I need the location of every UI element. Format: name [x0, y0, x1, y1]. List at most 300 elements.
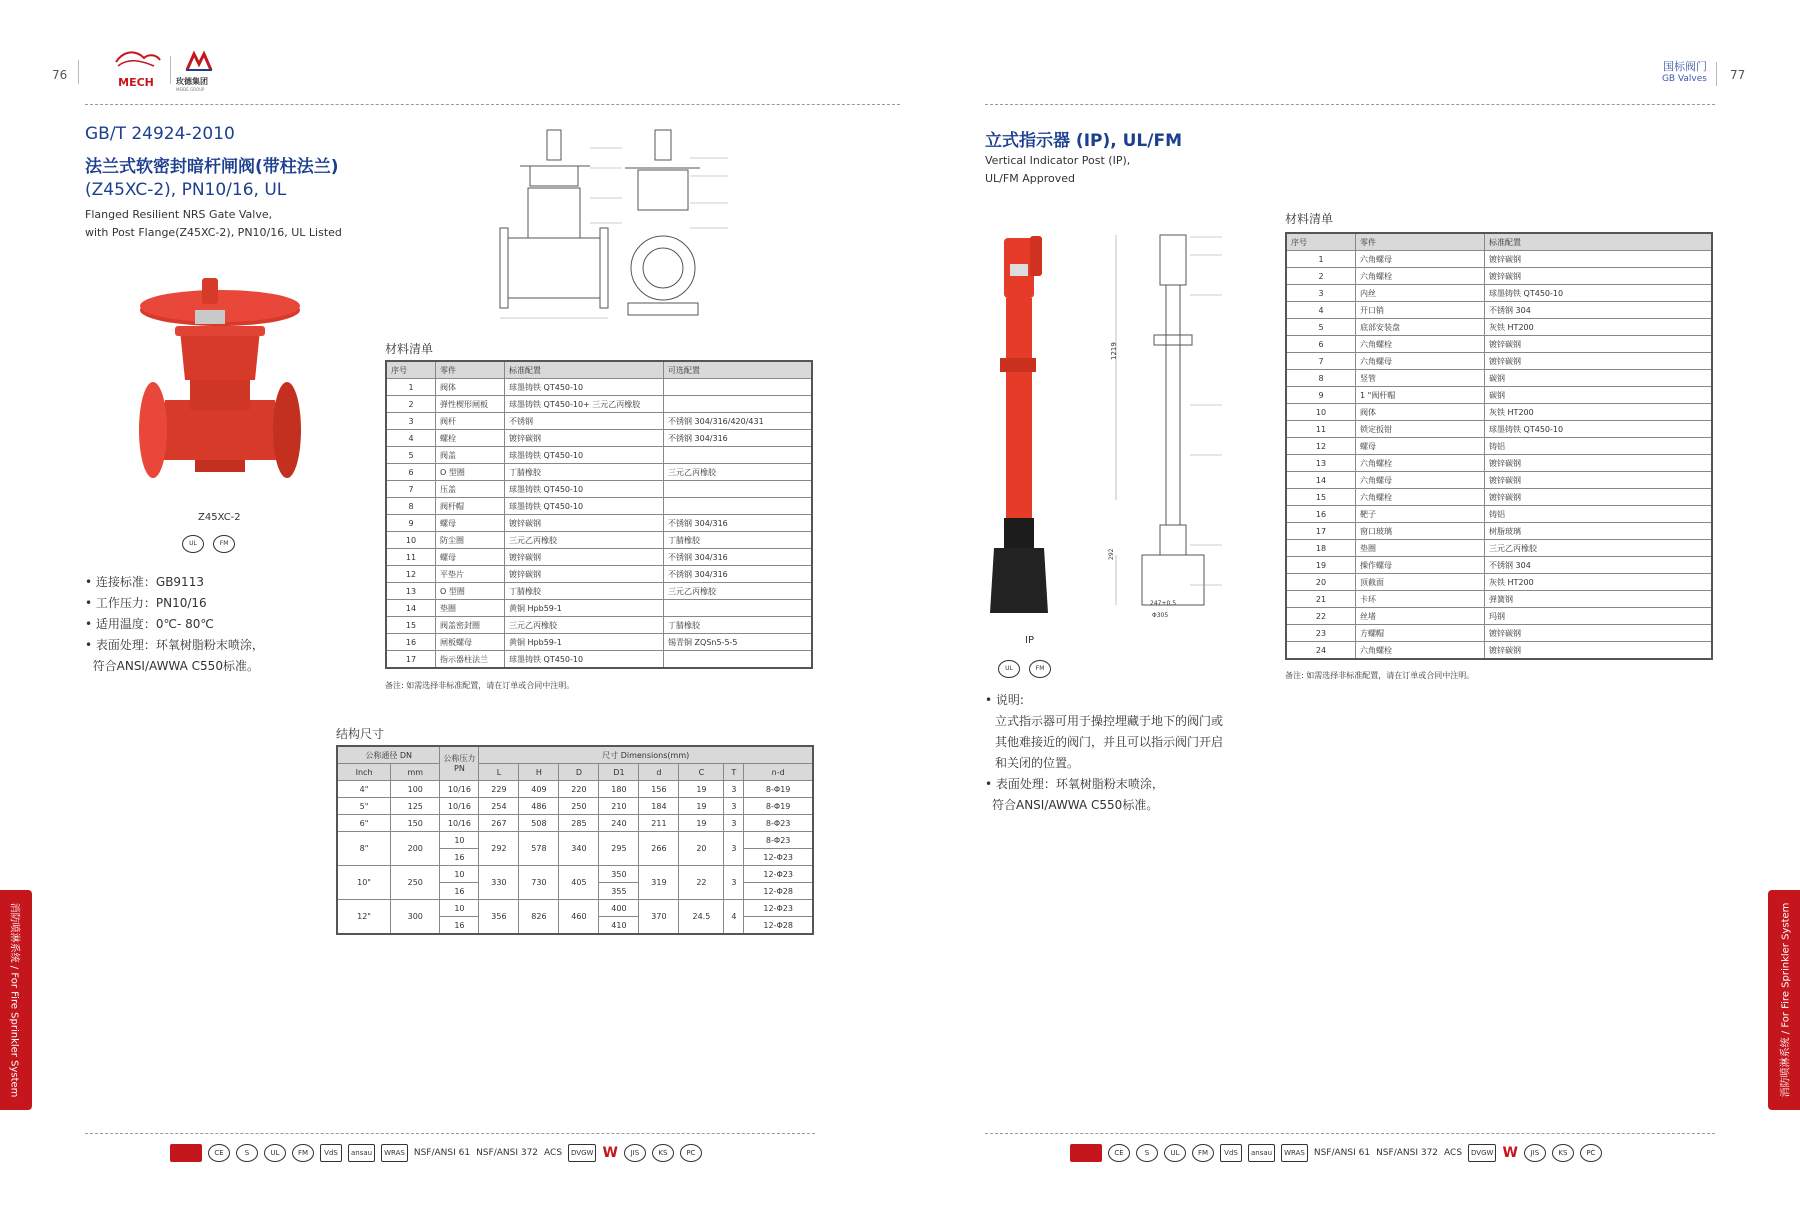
table-row [1286, 336, 1712, 353]
col-header: 序号 [1286, 233, 1356, 251]
side-tab-label: 消防喷淋系统 / For Fire Sprinkler System [1780, 902, 1792, 1098]
table-cell: 10/16 [440, 798, 479, 815]
cert-logo: ACS [544, 1148, 563, 1158]
table-cell: 2 [1286, 268, 1356, 285]
table-cell: 镀锌碳钢 [505, 549, 664, 566]
table-cell: O 型圈 [436, 464, 505, 481]
table-cell: 24 [1286, 642, 1356, 660]
table-cell: 卡环 [1356, 591, 1485, 608]
col-header: T [724, 764, 744, 781]
note-item: • 说明: [985, 693, 1024, 707]
col-header: D [559, 764, 599, 781]
table-cell: 292 [479, 832, 519, 866]
table-row [1286, 268, 1712, 285]
table-cell: 11 [1286, 421, 1356, 438]
col-header: 标准配置 [1485, 233, 1713, 251]
table-cell: 铸铝 [1485, 506, 1713, 523]
table-cell: 阀盖 [436, 447, 505, 464]
table-cell: 树脂玻璃 [1485, 523, 1713, 540]
table-cell: 9 [386, 515, 436, 532]
table-cell: 垫圈 [436, 600, 505, 617]
table-cell: 丝堵 [1356, 608, 1485, 625]
table-cell: 球墨铸铁 QT450-10 [505, 498, 664, 515]
table-cell: 250 [559, 798, 599, 815]
col-header: n-d [744, 764, 813, 781]
table-cell: 灰铁 HT200 [1485, 404, 1713, 421]
cert-logo: NSF/ANSI 61 [413, 1148, 471, 1158]
table-row [386, 600, 812, 617]
col-header-dn: 公称通径 DN [337, 746, 440, 764]
table-cell: 镀锌碳钢 [1485, 642, 1713, 660]
note-item: 和关闭的位置。 [995, 756, 1080, 770]
table-row [1286, 591, 1712, 608]
table-cell: 15 [1286, 489, 1356, 506]
table-cell: 阀体 [1356, 404, 1485, 421]
table-cell: 3 [724, 781, 744, 798]
table-cell: 229 [479, 781, 519, 798]
right-materials-body [1286, 251, 1712, 660]
cert-logo: JIS [1524, 1144, 1546, 1162]
table-cell: 12-Φ28 [744, 917, 813, 935]
fm-approved-icon: FM [213, 535, 235, 553]
table-cell: 三元乙丙橡胶 [1485, 540, 1713, 557]
table-row [1286, 438, 1712, 455]
cert-logo: S [1136, 1144, 1158, 1162]
table-cell: 21 [1286, 591, 1356, 608]
table-cell: 409 [519, 781, 559, 798]
table-cell: 1 [1286, 251, 1356, 268]
col-header: 零件 [436, 361, 505, 379]
table-cell: 8 [386, 498, 436, 515]
col-header: 标准配置 [505, 361, 664, 379]
table-cell: 丁腈橡胶 [505, 464, 664, 481]
table-cell: 球墨铸铁 QT450-10 [1485, 421, 1713, 438]
table-cell: 6 [386, 464, 436, 481]
fm-approved-icon: FM [1029, 660, 1051, 678]
table-cell [664, 481, 813, 498]
left-product-label: Z45XC-2 [198, 512, 241, 523]
mech-logo-text: MECH [118, 76, 154, 89]
cert-logo: VdS [1220, 1144, 1242, 1162]
table-cell: 16 [440, 917, 479, 935]
table-cell: 8" [337, 832, 391, 866]
table-cell: 不锈钢 304/316 [664, 549, 813, 566]
left-spec-list [85, 572, 264, 677]
table-cell: 阀盖密封圈 [436, 617, 505, 634]
left-materials-table [385, 360, 813, 669]
table-cell: 球墨铸铁 QT450-10 [505, 447, 664, 464]
table-cell: 20 [679, 832, 724, 866]
table-row [1286, 455, 1712, 472]
col-header: 可选配置 [664, 361, 813, 379]
table-row [1286, 421, 1712, 438]
table-row [386, 634, 812, 651]
left-standard: GB/T 24924-2010 [85, 124, 235, 144]
table-cell: 6 [1286, 336, 1356, 353]
table-cell: 350 [599, 866, 639, 883]
table-cell: 弹簧钢 [1485, 591, 1713, 608]
table-cell: 球墨铸铁 QT450-10 [505, 481, 664, 498]
table-cell: 六角螺栓 [1356, 489, 1485, 506]
table-cell: 方螺帽 [1356, 625, 1485, 642]
left-materials-title: 材料清单 [385, 342, 434, 356]
table-header-row [386, 361, 812, 379]
table-cell: 16 [1286, 506, 1356, 523]
table-row [1286, 387, 1712, 404]
table-cell: 10/16 [440, 815, 479, 832]
drawing-base-w2: Φ305 [1152, 612, 1169, 619]
table-cell: 125 [391, 798, 440, 815]
table-cell: 指示器柱法兰 [436, 651, 505, 669]
cert-logo: NSF/ANSI 372 [1376, 1148, 1439, 1158]
table-cell: 六角螺栓 [1356, 455, 1485, 472]
cert-logo: W [602, 1145, 618, 1161]
table-cell: 19 [679, 781, 724, 798]
table-cell: 不锈钢 304/316 [664, 515, 813, 532]
cert-logo: CE [208, 1144, 230, 1162]
table-cell: 六角螺栓 [1356, 268, 1485, 285]
cert-logo: NSF/ANSI 372 [476, 1148, 539, 1158]
table-cell: 2 [386, 396, 436, 413]
table-row [386, 651, 812, 669]
cert-logo: PC [1580, 1144, 1602, 1162]
spec-item: 符合ANSI/AWWA C550标准。 [85, 659, 259, 673]
table-cell: 镀锌碳钢 [1485, 336, 1713, 353]
table-cell: 灰铁 HT200 [1485, 319, 1713, 336]
mech-logo-icon [108, 50, 164, 72]
table-cell: 405 [559, 866, 599, 900]
table-cell: 六角螺栓 [1356, 642, 1485, 660]
left-title-en-2: with Post Flange(Z45XC-2), PN10/16, UL Listed [85, 226, 342, 239]
ul-listed-icon: UL [998, 660, 1020, 678]
table-cell: 11 [386, 549, 436, 566]
table-cell: 410 [599, 917, 639, 935]
table-cell: 4 [724, 900, 744, 935]
table-cell: 5 [386, 447, 436, 464]
table-row [386, 549, 812, 566]
table-row [1286, 506, 1712, 523]
table-cell: 356 [479, 900, 519, 935]
table-cell: 355 [599, 883, 639, 900]
table-cell: 19 [679, 798, 724, 815]
table-row [1286, 319, 1712, 336]
table-cell: O 型圈 [436, 583, 505, 600]
table-row [1286, 353, 1712, 370]
left-materials-note: 备注: 如需选择非标准配置，请在订单或合同中注明。 [385, 681, 575, 690]
left-title-model: (Z45XC-2), PN10/16, UL [85, 180, 287, 200]
col-header-pn: 公称压力 PN [440, 746, 479, 781]
cert-logo: DVGW [1468, 1144, 1496, 1162]
table-cell: 闸板螺母 [436, 634, 505, 651]
table-cell: 10 [440, 866, 479, 883]
table-cell: 266 [639, 832, 679, 866]
table-row [386, 430, 812, 447]
table-cell: 镀锌碳钢 [1485, 489, 1713, 506]
footer-rule-left [85, 1133, 815, 1134]
table-cell: 370 [639, 900, 679, 935]
table-cell: 19 [1286, 557, 1356, 574]
cert-logo: WRAS [1281, 1144, 1308, 1162]
right-materials-note: 备注: 如需选择非标准配置，请在订单或合同中注明。 [1285, 671, 1475, 680]
table-cell: 阀杆帽 [436, 498, 505, 515]
table-cell: 操作螺母 [1356, 557, 1485, 574]
table-cell: 12 [1286, 438, 1356, 455]
table-cell: 螺母 [436, 549, 505, 566]
table-cell: 12-Φ28 [744, 883, 813, 900]
table-cell: 碳钢 [1485, 387, 1713, 404]
table-cell: 锡青铜 ZQSn5-5-5 [664, 634, 813, 651]
table-cell: 18 [1286, 540, 1356, 557]
table-cell: 10 [1286, 404, 1356, 421]
table-row [1286, 370, 1712, 387]
table-cell: 460 [559, 900, 599, 935]
table-cell: 3 [724, 798, 744, 815]
right-title-en-1: Vertical Indicator Post (IP), [985, 154, 1131, 167]
left-materials-body [386, 379, 812, 669]
table-cell: 22 [679, 866, 724, 900]
table-cell: 镀锌碳钢 [505, 566, 664, 583]
table-cell [664, 379, 813, 396]
table-cell: 平垫片 [436, 566, 505, 583]
table-row [337, 781, 813, 798]
table-cell: 不锈钢 304/316 [664, 566, 813, 583]
cert-logo: ansau [348, 1144, 375, 1162]
right-page-number: 77 [1730, 68, 1746, 82]
table-row [1286, 251, 1712, 268]
table-row [1286, 523, 1712, 540]
table-cell: 球墨铸铁 QT450-10 [505, 651, 664, 669]
right-product-label: IP [1025, 635, 1034, 646]
table-cell: 22 [1286, 608, 1356, 625]
table-cell: 1 [386, 379, 436, 396]
mech-logo [108, 50, 164, 89]
table-cell: 丁腈橡胶 [664, 532, 813, 549]
table-cell: 镀锌碳钢 [1485, 625, 1713, 642]
table-row [386, 532, 812, 549]
note-item: 立式指示器可用于操控埋藏于地下的阀门或 [995, 714, 1224, 728]
table-cell: 267 [479, 815, 519, 832]
table-cell: 铸铝 [1485, 438, 1713, 455]
footer-rule-right [985, 1133, 1715, 1134]
table-row [1286, 608, 1712, 625]
table-cell: 镀锌碳钢 [1485, 268, 1713, 285]
table-row [386, 464, 812, 481]
header-rule-right [985, 104, 1715, 105]
section-label-en: GB Valves [1661, 74, 1707, 84]
table-cell: 10/16 [440, 781, 479, 798]
table-cell: 三元乙丙橡胶 [505, 617, 664, 634]
table-row [337, 900, 813, 917]
table-row [1286, 557, 1712, 574]
meide-logo-text: 玫德集团 [176, 77, 208, 86]
indicator-post-image [990, 228, 1070, 628]
footer-cert-logos-left [170, 1144, 702, 1162]
cert-logo: UL [1164, 1144, 1186, 1162]
cert-logo: KS [652, 1144, 674, 1162]
col-header: C [679, 764, 724, 781]
table-cell: 三元乙丙橡胶 [664, 464, 813, 481]
table-cell: 12" [337, 900, 391, 935]
table-row [1286, 285, 1712, 302]
table-cell: 螺母 [1356, 438, 1485, 455]
table-cell: 8 [1286, 370, 1356, 387]
gate-valve-drawing [490, 128, 750, 328]
cert-logo: NSF/ANSI 61 [1313, 1148, 1371, 1158]
table-header-row [337, 764, 813, 781]
cert-flag-icon [170, 1144, 202, 1162]
table-cell: 15 [386, 617, 436, 634]
table-cell [664, 447, 813, 464]
meide-logo-sub: MEIDE GROUP [176, 87, 205, 92]
table-row [1286, 472, 1712, 489]
table-cell: 730 [519, 866, 559, 900]
table-cell: 200 [391, 832, 440, 866]
note-item: 其他难接近的阀门，并且可以指示阀门开启 [995, 735, 1224, 749]
table-row [337, 815, 813, 832]
section-label-cn: 国标阀门 [1663, 60, 1707, 73]
table-cell: 玛钢 [1485, 608, 1713, 625]
table-cell: 弹性楔形闸板 [436, 396, 505, 413]
table-cell: 10 [440, 832, 479, 849]
table-row [386, 396, 812, 413]
gate-valve-image [135, 270, 305, 515]
spec-item: • 连接标准：GB9113 [85, 575, 204, 589]
table-cell: 螺栓 [436, 430, 505, 447]
table-cell: 16 [440, 849, 479, 866]
cert-logo: WRAS [381, 1144, 408, 1162]
table-row [337, 866, 813, 883]
table-cell: 底部安装盘 [1356, 319, 1485, 336]
table-cell: 六角螺母 [1356, 251, 1485, 268]
table-cell: 220 [559, 781, 599, 798]
table-cell: 阀杆 [436, 413, 505, 430]
left-page-number: 76 [52, 68, 68, 82]
table-cell: 254 [479, 798, 519, 815]
cert-flag-icon [1070, 1144, 1102, 1162]
table-cell: 1 "阀杆帽 [1356, 387, 1485, 404]
table-cell: 镀锌碳钢 [1485, 472, 1713, 489]
table-cell: 211 [639, 815, 679, 832]
table-cell: 3 [724, 866, 744, 900]
dims-table [336, 745, 814, 935]
table-cell: 210 [599, 798, 639, 815]
table-cell: 16 [386, 634, 436, 651]
header-rule-left [85, 104, 900, 105]
table-cell: 六角螺栓 [1356, 336, 1485, 353]
meide-logo [176, 50, 222, 92]
table-cell: 16 [440, 883, 479, 900]
table-cell: 319 [639, 866, 679, 900]
col-header: 零件 [1356, 233, 1485, 251]
col-header: H [519, 764, 559, 781]
table-cell [664, 600, 813, 617]
table-row [1286, 302, 1712, 319]
table-cell: 镀锌碳钢 [505, 430, 664, 447]
table-row [386, 379, 812, 396]
table-row [1286, 642, 1712, 660]
table-cell: 12-Φ23 [744, 900, 813, 917]
table-cell: 锁定扳钳 [1356, 421, 1485, 438]
table-row [1286, 404, 1712, 421]
table-row [1286, 540, 1712, 557]
cert-logo: KS [1552, 1144, 1574, 1162]
table-row [386, 583, 812, 600]
cert-logo: CE [1108, 1144, 1130, 1162]
table-row [386, 566, 812, 583]
table-cell: 顶截面 [1356, 574, 1485, 591]
table-cell: 8-Φ19 [744, 798, 813, 815]
table-cell: 295 [599, 832, 639, 866]
table-cell [664, 498, 813, 515]
table-cell: 窗口玻璃 [1356, 523, 1485, 540]
table-cell: 5 [1286, 319, 1356, 336]
indicator-post-drawing [1110, 215, 1260, 625]
side-tab-right [1768, 890, 1800, 1110]
cert-logo: S [236, 1144, 258, 1162]
table-cell: 826 [519, 900, 559, 935]
side-tab-label: 消防喷淋系统 / For Fire Sprinkler System [8, 902, 20, 1098]
table-cell: 碳钢 [1485, 370, 1713, 387]
table-cell: 球墨铸铁 QT450-10 [1485, 285, 1713, 302]
left-title-en-1: Flanged Resilient NRS Gate Valve, [85, 208, 273, 221]
table-cell: 4" [337, 781, 391, 798]
meide-logo-icon [184, 50, 214, 72]
table-cell: 球墨铸铁 QT450-10+ 三元乙丙橡胶 [505, 396, 664, 413]
table-cell: 丁腈橡胶 [505, 583, 664, 600]
table-cell: 8-Φ23 [744, 832, 813, 849]
table-cell: 3 [386, 413, 436, 430]
table-cell [664, 396, 813, 413]
table-cell: 14 [1286, 472, 1356, 489]
note-item: • 表面处理：环氧树脂粉末喷涂， [985, 777, 1164, 791]
table-cell: 330 [479, 866, 519, 900]
table-cell: 17 [1286, 523, 1356, 540]
spec-item: • 表面处理：环氧树脂粉末喷涂， [85, 638, 264, 652]
col-header: L [479, 764, 519, 781]
table-cell: 9 [1286, 387, 1356, 404]
table-cell: 4 [1286, 302, 1356, 319]
footer-cert-logos-right [1070, 1144, 1602, 1162]
table-cell: 13 [386, 583, 436, 600]
header-divider [78, 60, 79, 84]
table-row [1286, 574, 1712, 591]
cert-logo: UL [264, 1144, 286, 1162]
table-cell: 垫圈 [1356, 540, 1485, 557]
dims-title: 结构尺寸 [336, 727, 385, 741]
table-cell: 20 [1286, 574, 1356, 591]
table-cell: 黄铜 Hpb59-1 [505, 600, 664, 617]
table-cell: 508 [519, 815, 559, 832]
table-header-row [337, 746, 813, 764]
table-cell: 150 [391, 815, 440, 832]
table-cell: 7 [1286, 353, 1356, 370]
table-cell: 578 [519, 832, 559, 866]
table-cell: 12-Φ23 [744, 849, 813, 866]
table-cell: 不锈钢 304 [1485, 302, 1713, 319]
table-cell: 13 [1286, 455, 1356, 472]
table-row [337, 832, 813, 849]
table-cell: 开口销 [1356, 302, 1485, 319]
drawing-h2-label: 292 [1108, 548, 1115, 560]
table-cell: 6" [337, 815, 391, 832]
table-cell: 285 [559, 815, 599, 832]
cert-logo: FM [1192, 1144, 1214, 1162]
table-cell: 340 [559, 832, 599, 866]
table-cell: 184 [639, 798, 679, 815]
table-cell: 镀锌碳钢 [1485, 455, 1713, 472]
table-cell: 10 [386, 532, 436, 549]
right-notes [985, 690, 1223, 816]
